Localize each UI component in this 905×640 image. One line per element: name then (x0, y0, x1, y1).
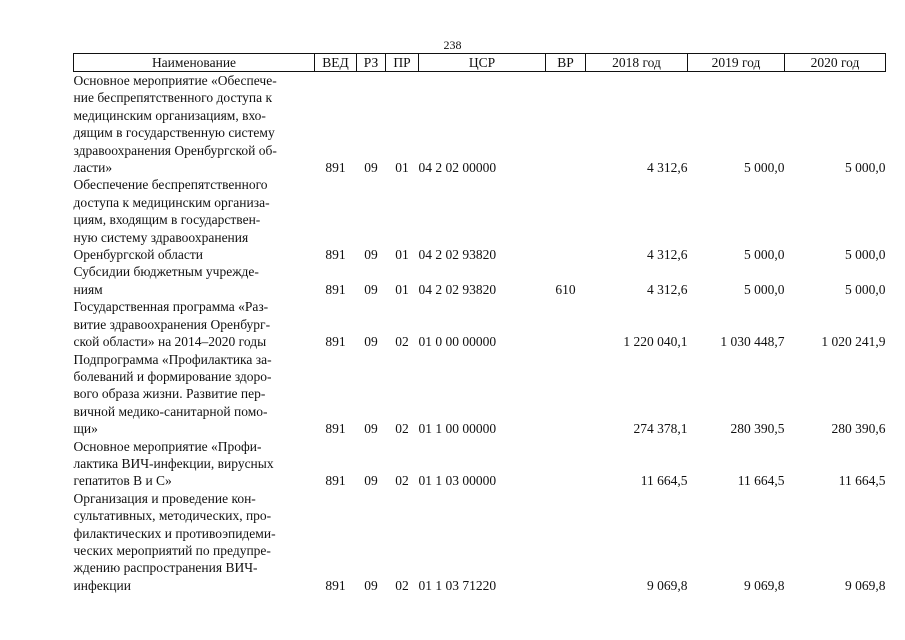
table-row (74, 72, 886, 177)
row-name-text: Основное мероприятие «Обеспече- ние беспрепятственного доступа к медицинским организациям, вхо- дящим в государственную систему здравоохранения Оренбургской об- ласти» (73, 73, 277, 176)
table-header (74, 54, 886, 72)
row-rz: 09 (364, 281, 378, 297)
row-pr: 02 (395, 473, 409, 489)
row-csr: 01 1 03 00000 (418, 473, 497, 489)
page-number: 238 (443, 38, 462, 52)
header-2020: 2020 год (785, 54, 886, 72)
row-ved: 891 (325, 421, 346, 437)
row-name-text: Государственная программа «Раз- витие здравоохранения Оренбург- ской области» на 2014–2020 годы (73, 299, 271, 350)
table-row (74, 263, 886, 298)
row-2020: 11 664,5 (838, 473, 886, 489)
row-vr (546, 490, 586, 594)
row-ved: 891 (325, 247, 346, 263)
row-name-text: Организация и проведение кон- сультативных, методических, про- филактических и противоэпидеми- ческих мероприятий по предупре- ждению распространения ВИЧ- инфекции (73, 490, 276, 593)
row-rz: 09 (364, 334, 378, 350)
row-2018: 274 378,1 (633, 421, 688, 437)
row-2018: 4 312,6 (647, 160, 688, 176)
header-2019: 2019 год (688, 54, 785, 72)
row-name-text: Обеспечение беспрепятственного доступа к медицинским организа- циям, входящим в государствен- ную систему здравоохранения Оренбургской области (73, 177, 270, 263)
row-name-text: Субсидии бюджетным учрежде- ниям (73, 264, 259, 297)
header-rz: РЗ (357, 54, 386, 72)
row-vr: 610 (555, 281, 576, 297)
row-name (74, 298, 315, 350)
row-vr (546, 438, 586, 490)
row-2020: 9 069,8 (845, 577, 886, 593)
row-pr: 02 (395, 421, 409, 437)
row-name (74, 176, 315, 263)
row-2019: 9 069,8 (744, 577, 785, 593)
row-pr: 01 (395, 281, 409, 297)
table-row (74, 298, 886, 350)
table-row (74, 490, 886, 594)
row-csr: 04 2 02 93820 (418, 281, 497, 297)
row-2018: 4 312,6 (647, 247, 688, 263)
row-csr: 04 2 02 93820 (418, 247, 497, 263)
row-2018: 4 312,6 (647, 281, 688, 297)
table-row (74, 438, 886, 490)
row-pr: 01 (395, 247, 409, 263)
row-name-text: Подпрограмма «Профилактика за- болеваний и формирование здоро- вого образа жизни. Развитие пер- вичной медико-санитарной помо- щи» (73, 351, 272, 437)
row-csr: 01 1 00 00000 (418, 421, 497, 437)
row-2020: 5 000,0 (845, 281, 886, 297)
row-ved: 891 (325, 160, 346, 176)
row-rz: 09 (364, 473, 378, 489)
row-name (74, 490, 315, 594)
header-csr: ЦСР (419, 54, 546, 72)
row-name (74, 438, 315, 490)
row-2020: 5 000,0 (845, 160, 886, 176)
row-ved: 891 (325, 473, 346, 489)
row-pr: 01 (395, 160, 409, 176)
row-name (74, 72, 315, 177)
row-rz: 09 (364, 421, 378, 437)
table-row (74, 176, 886, 263)
header-ved: ВЕД (315, 54, 357, 72)
row-pr: 02 (395, 334, 409, 350)
table-body (74, 72, 886, 595)
row-rz: 09 (364, 577, 378, 593)
row-csr: 04 2 02 00000 (418, 160, 497, 176)
row-2020: 5 000,0 (845, 247, 886, 263)
row-name-text: Основное мероприятие «Профи- лактика ВИЧ-инфекции, вирусных гепатитов В и С» (73, 438, 274, 489)
budget-table (73, 53, 886, 594)
row-2019: 5 000,0 (744, 281, 785, 297)
row-csr: 01 0 00 00000 (418, 334, 497, 350)
row-2019: 1 030 448,7 (720, 334, 785, 350)
row-2018: 9 069,8 (647, 577, 688, 593)
row-2018: 1 220 040,1 (623, 334, 688, 350)
row-vr (546, 351, 586, 438)
row-name (74, 351, 315, 438)
row-name (74, 263, 315, 298)
row-pr: 02 (395, 577, 409, 593)
row-rz: 09 (364, 247, 378, 263)
row-vr (546, 298, 586, 350)
table-row (74, 351, 886, 438)
row-2019: 5 000,0 (744, 247, 785, 263)
header-pr: ПР (386, 54, 419, 72)
row-csr: 01 1 03 71220 (418, 577, 497, 593)
row-2018: 11 664,5 (640, 473, 688, 489)
row-vr (546, 176, 586, 263)
row-2020: 1 020 241,9 (821, 334, 886, 350)
row-vr (546, 72, 586, 177)
row-ved: 891 (325, 577, 346, 593)
row-rz: 09 (364, 160, 378, 176)
row-2019: 280 390,5 (730, 421, 785, 437)
row-2020: 280 390,6 (831, 421, 886, 437)
header-name: Наименование (74, 54, 315, 72)
row-ved: 891 (325, 334, 346, 350)
header-vr: ВР (546, 54, 586, 72)
row-2019: 11 664,5 (737, 473, 785, 489)
row-ved: 891 (325, 281, 346, 297)
row-2019: 5 000,0 (744, 160, 785, 176)
header-2018: 2018 год (586, 54, 688, 72)
